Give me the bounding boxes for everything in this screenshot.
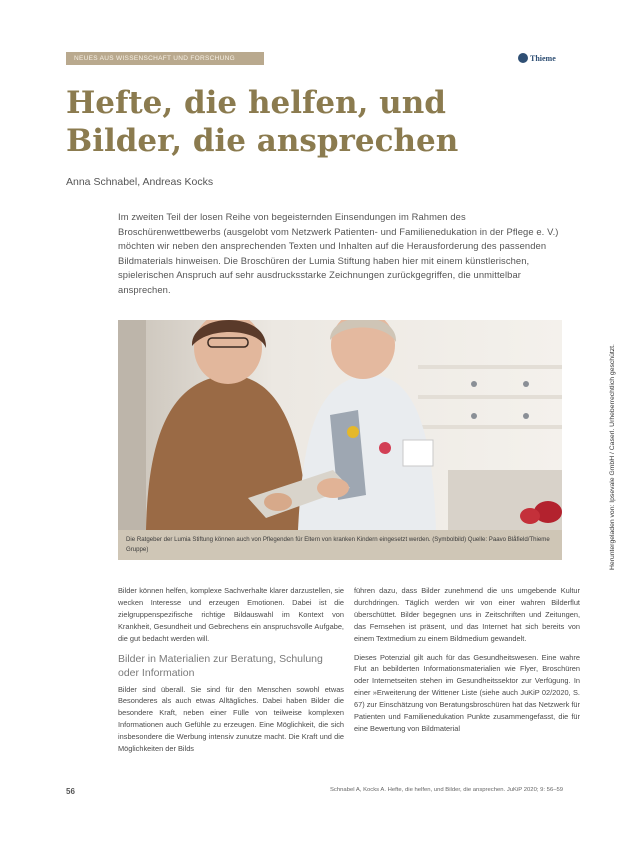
- article-authors: Anna Schnabel, Andreas Kocks: [66, 176, 214, 188]
- body-paragraph: führen dazu, dass Bilder zunehmend die uns umgebende Kultur durchdringen. Täglich werden wir von einer wahren Bilderflut überschüttet. Bilder begegnen uns in Zeitschriften und Zeitungen, das Fernsehen ist präsent, und das Internet hat sich bereits von einem Textmedium zu einem Bildmedium gewandelt.: [354, 586, 580, 643]
- publisher-logo: [518, 50, 556, 66]
- logo-text: Thieme: [530, 53, 556, 63]
- page-number: 56: [66, 787, 75, 796]
- body-paragraph: Dieses Potenzial gilt auch für das Gesundheitswesen. Eine wahre Flut an bebilderten Informationsmaterialien wie Flyer, Broschüren oder Internetseiten stehen im Gesundheitssektor zur Verfügung. In einer »Erweiterung der Wittener Liste (siehe auch JuKiP 02/2020, S. 67) zur Einschätzung von Beratungsbroschüren hat das Netzwerk für Patienten und Familienedukation Punkte zusammengefasst, die für eine Bewertung von Bildmaterial: [354, 652, 580, 733]
- lead-paragraph: Im zweiten Teil der losen Reihe von begeisternden Einsendungen im Rahmen des Broschürenwettbewerbs (ausgelobt vom Netzwerk Patienten- und Familienedukation in der Pflege e. V.) möchten wir neben den ansprechenden Texten und Inhalten auf die Herausforderung des passenden Bildmaterials hinweisen. Die Broschüren der Lumia Stiftung haben hier mit einem künstlerischen, spielerischen Anspruch auf sehr ausdrucksstarke Zeichnungen zurückgegriffen, die unmittelbar ansprechen.: [118, 211, 559, 295]
- photo-two-women-reading-brochure: [118, 320, 562, 530]
- download-notice: Heruntergeladen von: Ipsevale GmbH / Caserl. Urheberrechtlich geschützt.: [609, 344, 616, 570]
- thieme-logo-icon: [518, 53, 528, 63]
- footer-citation: Schnabel A, Kocks A. Hefte, die helfen, und Bilder, die ansprechen. JuKiP 2020; 9: 56–59: [330, 787, 564, 793]
- body-column-left: [118, 585, 344, 762]
- body-paragraph: Bilder sind überall. Sie sind für den Menschen sowohl etwas Besonderes als auch etwas Alltägliches. Dabei haben Bilder die besondere Kraft, neben einer Fülle von teilweise komplexen Informationen auch Gefühle zu erzeugen. Eine Möglichkeit, die sich insbesondere die Werbung intensiv zunutze macht. Die Kraft und die Möglichkeiten der Bilds: [118, 684, 344, 754]
- article-photo: [118, 320, 562, 530]
- article-title: Hefte, die helfen, und Bilder, die ansprechen: [66, 85, 459, 159]
- body-column-right: [354, 585, 580, 742]
- section-banner: NEUES AUS WISSENSCHAFT UND FORSCHUNG: [66, 52, 264, 65]
- section-heading: Bilder in Materialien zur Beratung, Schulung oder Information: [118, 652, 323, 679]
- body-paragraph: Bilder können helfen, komplexe Sachverhalte klarer darzustellen, sie wecken Interesse und erzeugen Emotionen. Dabei ist die zielgruppenspezifische richtige Bildauswahl im Kontext von Krankheit, Gesundheit und Gebrechens ein anspruchsvolle Aufgabe, die gut bedacht werden will.: [118, 586, 344, 643]
- photo-caption: Die Ratgeber der Lumia Stiftung können auch von Pflegenden für Eltern von kranken Kindern eingesetzt werden. (Symbolbild) Quelle: Paavo Blåfield/Thieme Gruppe): [118, 530, 562, 560]
